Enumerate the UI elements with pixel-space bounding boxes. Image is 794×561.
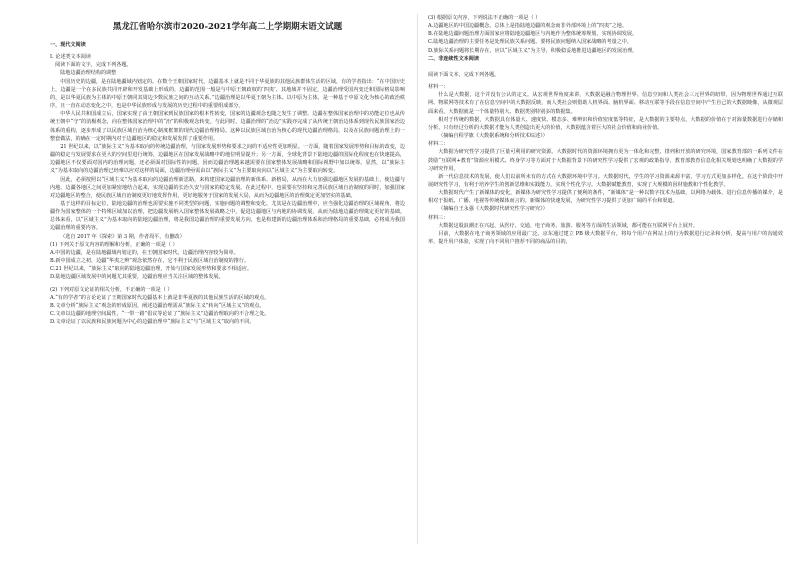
question-2-option: D.文章论证了以民族和民族问题为中心的边疆治理中“族际主义”与“区域主义”取向的不同。 xyxy=(50,319,255,326)
material-2-paragraph: 新一代信息技术的发展，使人们以前所未有的方式在大数据环境中学习。大数据时代，学生的学习资源来源丰富，学习方式更加多样化。在这个阶段中开展研究性学习，有利于培养学生的创新思维和实践能力，实现个性化学习。大数据赋能教育，实现了大规模的因材施教和个性化教学。 xyxy=(428,173,783,188)
question-2-option: A.“有的学者”的言论论证了王朝国家时代边疆基本上就是非华夏族的其他民族生活的区域的观点。 xyxy=(50,294,270,301)
material-1-paragraph: 什么是大数据，这个并没有公认的定义。从宏观世界角度来讲，大数据是融合物理世界、信息空间和人类社会三元世界的纽带，因为物理世界通过互联网、物联网等技术有了在信息空间中的大数据反映，而人类社会则借助人机界面、脑机界面、移动互联等手段在信息空间中产生自己的大数据映像，从微观层面来看，大数据就是一个体量特别大、数据类别特别多的数据集。 xyxy=(428,92,783,115)
article-source: （选自 2017 年《探索》第 3 期，作者周平，有删改） xyxy=(60,233,185,240)
article-paragraph: 因此，必须按照以“区域主义”为基本取向的边疆治理新思路，来构建国家边疆治理的新体系、新格局，从而在大力加强边疆地区发展的基础上，使边疆与内地、边疆各地区之间更加紧密地结合起来，实现边疆的长治久安与国家的稳定发展。在此过程中，也需要在坚持和完善民族区域自治制度的同时，加强国家对边疆地区的整合，使民族区域自治制度更好地发挥作用，更好地服务于国家的发展大局，从而为边疆地区的治理奠定更加坚实的基础。 xyxy=(50,176,405,199)
material-2-label: 材料二： xyxy=(428,141,449,148)
question-3-option: A.边疆地区的中国边疆概念，总体上是指陆地边疆的观念而非外部环境上的“四夷”之地。 xyxy=(428,23,627,30)
question-3-option: C.陆地边疆治理的主要任务是处理民族关系问题，要将民族问题纳入国家战略的考量之中。 xyxy=(428,39,632,46)
material-2-paragraph: 大数据为研究性学习提供了巨量可利用的研究资源。大数据时代的资源环境拥有更为一体化和完整、排列和开放的研究环境，国家教育部的一系列文件在鼓励“互联网+教育”资源应用模式、终身学习等方面对于大数据背景下的研究性学习提供了宏观的政策指导，教育部教育信息化相关规划也明确了大数据的学习研究作用。 xyxy=(428,149,783,172)
question-2: (2) 下列对原文论证的相关分析，不正确的一项是（ ） xyxy=(50,286,173,293)
material-1-label: 材料一： xyxy=(428,84,449,91)
section-heading-1: 一、现代文阅读 xyxy=(50,42,86,48)
question-1-option: D.陆地边疆区域发展中的问题尤其重要，边疆治理应当关注区域的整体发展。 xyxy=(50,274,224,281)
question-3: (3) 根据原文内容，下列说法不正确的一项是（ ） xyxy=(428,15,541,21)
question-1-option: A.中国的边疆，是在陆地疆域内划定的，在王朝国家时代，边疆治理内容较为简单。 xyxy=(50,249,239,256)
material-1-paragraph: 相对于传统的数据，大数据具有体量大、速度快、模态多、难辨识和价值密度低等特征，是大数据的主要特点，大数据的价值在于对海量数据进行存储和分析。只有经过分析的大数据才能为人类创造出更大的价值，大数据蕴含着巨大的社会价值和商业价值。 xyxy=(428,116,783,131)
material-2-source: （摘编自王永强《大数据时代研究性学习研究》） xyxy=(438,206,548,213)
article-title: 陆地边疆治理结构的调整 xyxy=(60,70,117,77)
column-divider xyxy=(417,14,418,544)
page-title: 黑龙江省哈尔滨市2020-2021学年高二上学期期末语文试题 xyxy=(112,22,343,32)
material-2-paragraph: 大数据时代产生了新媒体的变化，新媒体为研究性学习提供了便利的条件，“新媒体”是一种以数字技术为基础，以网络为载体，进行信息传播的媒介，是相对于报纸、广播、电视等传统媒体而言的。新媒体的快速发展，为研究性学习提供了更加广阔的平台和渠道。 xyxy=(428,190,783,205)
question-1-option: B.新中国成立之初，边疆“华夷之辨”观念依然存在，它不利于民族区域自治制度的推行。 xyxy=(50,258,250,265)
instruction: 阅读下面的文字，完成下列各题。 xyxy=(55,62,132,69)
article-paragraph: 中华人民共和国成立后，国家实现了由王朝国家到民族国家的根本性转变，国家的边疆观念也随之发生了调整。边疆在整体国家治理中的功能定位也从传统王朝中“守”的消极观念，向在整体国家治理中的“治”的积极观念转变。与此同时，边疆治理的“治边”实践亦完成了从传统王朝治边体系到现代民族国家治边体系的重构，逐步形成了以民族区域自治为核心制度框架的现代边疆治理格局。这种以民族区域自治为核心的现代边疆治理格局，以及在民族问题治理上的一整套做法，的确在一定时期内对于边疆地区的稳定和发展发挥了重要作用。 xyxy=(50,111,405,142)
question-1-option: C.21 世纪以来，“族际主义”取向的陆地边疆治理，开始与国家发展形势和要求不相适应。 xyxy=(50,266,253,273)
article-paragraph: 基于这样的目标定位，陆地边疆的治理也需要实施不同类型的问题，实施问题的调整和变化。尤其是在边疆治理中，应当强化边疆治理的区域视角，将边疆作为国家整体的一个特殊区域加以治理，把边疆发展纳入国家整体发展战略之中，促进边疆地区与内地的协调发展，从而为陆地边疆治理奠定更好的基础。总体来看，以“区域主义”为基本取向的陆地边疆治理，将是我国边疆治理的重要发展方向，也是构建新的边疆治理体系和治理格局的重要基础，必将成为我国边疆治理的重要内容。 xyxy=(50,200,405,232)
article-paragraph: 21 世纪以来，以“族际主义”为基本取向的传统边疆治理，与国家发展形势和要求之间的不适应性更加明显。一方面，随着国家发展形势和目标的改变，边疆的稳定与发展要求在更大的空间里进行统筹，边疆地区在国家发展战略中的地位明显提升；另一方面，全球化背景下陆地边疆的国际化程度也在快速提高，边疆地区不仅要面对国内的治理问题，还必须面对国际性的问题，因而边疆治理越来越需要在国家整体发展战略和国际视野中加以统筹。显然，以“族际主义”为基本取向的边疆治理已经难以应对这样的局面，边疆治理亟需由以“族际主义”为主要取向向以“区域主义”为主要取向转变。 xyxy=(50,143,405,175)
material-3-paragraph: 目前，大数据在电子商务领域的应用最广泛。京东通过建立 PB 级大数据平台，将每个用户在网站上的行为数据进行记录和分析，提高与用户的沟通效率，提升用户体验，实现了向不同用户推荐不同的商品的目的。 xyxy=(428,230,783,246)
question-3-option: D.族际关系问题将长期存在，应以“区域主义”为主导，积极稳妥地推进边疆地区的发展治理。 xyxy=(428,47,638,54)
right-column xyxy=(428,14,783,246)
question-2-option: B.文章分析“族际主义”观念的形成原因，阐述边疆治理需从“族际主义”转向“区域主义”的观点。 xyxy=(50,302,265,309)
material-3-label: 材料三： xyxy=(428,214,449,221)
article-paragraph: 中国历史的边疆，是在陆地疆域内划定的。在数个王朝国家时代，边疆基本上就是不同于华夏族的其他民族群体生活的区域，有的学者指出：“在中国历史上，边疆是一个在多民族共同开辟和开发基础上形成的，边疆的范围一般是与中原王朝政权的‘四夷’、其地域并不固定，边疆治理受国内变迁和国际格局影响的，是以华夏民族为主体的中原王朝同其周边少数民族之间的互动关系。”边疆治理是以华夏王朝为主体、以中原为主体，是一种基于中原文化为核心的政治秩序，且一直在动态变化之中，也是中华民族形成与发展的历史过程中的重要组成部分。 xyxy=(50,78,405,110)
question-2-option: C.文章以边疆的地理空间属性，“一带一路”倡议等论证了“族际主义”边疆治理取向的不合理之处。 xyxy=(50,311,270,317)
instruction: 阅读下面文本，完成下列各题。 xyxy=(428,71,500,78)
left-column xyxy=(50,22,405,326)
subsection-heading: I. 论述类文本阅读 xyxy=(50,54,91,61)
material-3-paragraph: 大数据这股浪潮正在兴起，从医疗、交通、电子商务、旅游、服务等方面的生活领域，都可能在互联网平台上展开。 xyxy=(438,222,698,229)
material-1-source: （摘编自程学旗《大数据系统和分析技术综述》） xyxy=(438,133,548,140)
question-3-option: B.在陆地边疆问题治理方面国家应将陆地边疆地区与内地作为整体统筹规划，实现协调发展。 xyxy=(428,31,638,38)
section-heading-2: 二、非连续性文本阅读 xyxy=(428,55,479,62)
question-1: (1) 下列关于原文内容的理解和分析，正确的一项是（ ） xyxy=(50,241,178,248)
